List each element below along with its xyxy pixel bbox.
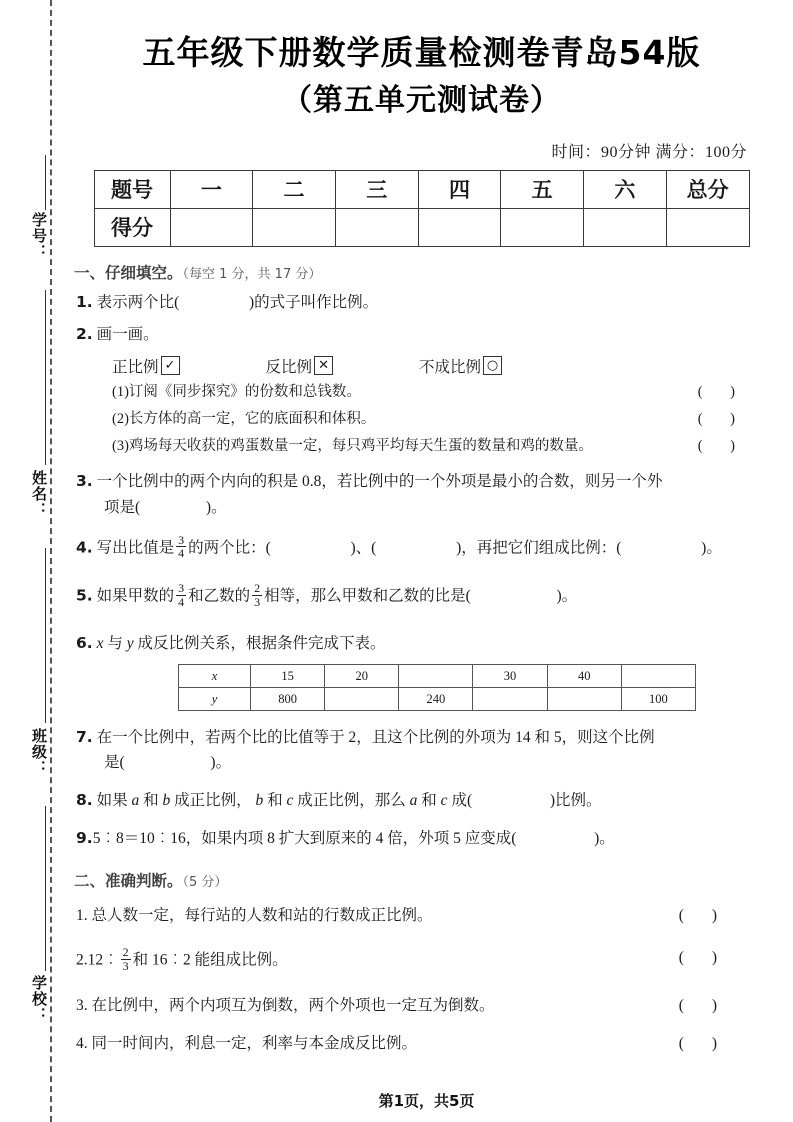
score-cell-1[interactable] bbox=[170, 208, 253, 246]
xy-row-x bbox=[179, 665, 696, 688]
question-8-text-d: 和 bbox=[267, 792, 283, 810]
xy-y-cell-3[interactable]: 240 bbox=[399, 688, 473, 711]
question-1-text-a: 表示两个比( bbox=[96, 293, 180, 311]
question-3-line-1: 一个比例中的两个内向的积是 0.8，若比例中的一个外项是最小的合数，则另一个外 bbox=[96, 473, 663, 491]
judge-item-4 bbox=[76, 1032, 775, 1057]
question-9 bbox=[76, 826, 775, 851]
question-5-text-d: )。 bbox=[556, 587, 578, 605]
page-footer: 第1页，共5页 bbox=[378, 1092, 475, 1110]
question-3-line2 bbox=[104, 495, 775, 520]
judge-item-1-answer[interactable]: ( ) bbox=[678, 906, 729, 924]
question-2-item-3-text: (3)鸡场每天收获的鸡蛋数量一定，每只鸡平均每天生蛋的数量和鸡的数量。 bbox=[112, 438, 593, 455]
score-cell-6[interactable] bbox=[584, 208, 667, 246]
question-7-number: 7. bbox=[76, 728, 93, 747]
question-8-var-a2: a bbox=[409, 792, 418, 810]
judge-item-1-text: 总人数一定，每行站的人数和站的行数成正比例。 bbox=[91, 906, 433, 924]
score-col-1: 一 bbox=[170, 170, 253, 208]
judge-item-4-text: 同一时间内，利息一定，利率与本金成反比例。 bbox=[91, 1035, 418, 1053]
score-table-header-row bbox=[94, 170, 749, 208]
question-5-fraction-2-numerator: 2 bbox=[254, 581, 261, 596]
question-8-var-b1: b bbox=[162, 792, 171, 810]
score-cell-4[interactable] bbox=[418, 208, 501, 246]
question-3-line-2-a: 项是( bbox=[104, 498, 141, 516]
question-2-item-2 bbox=[112, 408, 775, 431]
score-cell-5[interactable] bbox=[501, 208, 584, 246]
question-4-fraction-denominator: 4 bbox=[178, 546, 185, 561]
page-title bbox=[68, 0, 775, 121]
question-2-item-1 bbox=[112, 381, 775, 404]
xy-data-table bbox=[178, 664, 696, 711]
question-8-var-b2: b bbox=[255, 792, 264, 810]
choice-no-proportion-label: 不成比例 bbox=[419, 358, 482, 376]
question-8-text-b: 和 bbox=[143, 792, 159, 810]
question-4-text-a: 写出比值是 bbox=[96, 539, 175, 557]
judge-item-3-number: 3. bbox=[76, 996, 88, 1014]
question-4-text-b: 的两个比：( bbox=[188, 539, 271, 557]
circle-icon: ○ bbox=[483, 356, 502, 375]
section-1-points: （每空 1 分，共 17 分） bbox=[182, 266, 322, 282]
score-col-2: 二 bbox=[253, 170, 336, 208]
xy-x-cell-5[interactable]: 40 bbox=[547, 665, 621, 688]
judge-item-4-number: 4. bbox=[76, 1035, 88, 1053]
question-3-number: 3. bbox=[76, 472, 93, 491]
question-7-line-2-a: 是( bbox=[104, 754, 125, 772]
question-4-text-d: )，再把它们组成比例：( bbox=[456, 539, 622, 557]
score-col-5: 五 bbox=[501, 170, 584, 208]
question-4-text-c: )、( bbox=[350, 539, 377, 557]
section-2-title: 二、准确判断。 bbox=[74, 871, 183, 890]
section-1-heading bbox=[74, 261, 775, 283]
question-7-line-1: 在一个比例中，若两个比的比值等于 2，且这个比例的外项为 14 和 5，则这个比例 bbox=[96, 729, 655, 747]
judge-item-4-answer[interactable]: ( ) bbox=[678, 1035, 729, 1053]
side-rule-1 bbox=[45, 155, 46, 210]
choice-inverse-proportion bbox=[266, 355, 334, 377]
exam-page bbox=[60, 0, 793, 1122]
side-rule-3 bbox=[45, 548, 46, 723]
question-5-text-c: 相等，那么甲数和乙数的比是( bbox=[264, 587, 471, 605]
choice-inverse-proportion-label: 反比例 bbox=[265, 358, 313, 376]
question-6-text-b: 与 bbox=[107, 634, 123, 652]
question-4-number: 4. bbox=[76, 538, 93, 557]
title-line-2: （第五单元测试卷） bbox=[282, 83, 561, 119]
question-8-var-c1: c bbox=[286, 792, 294, 810]
cross-icon: ✕ bbox=[314, 356, 333, 375]
xy-y-cell-6[interactable]: 100 bbox=[621, 688, 695, 711]
question-5-fraction-1-denominator: 4 bbox=[178, 594, 185, 609]
side-label-name: 姓名： bbox=[30, 470, 48, 518]
question-8-text-a: 如果 bbox=[96, 792, 128, 810]
question-5-text-a: 如果甲数的 bbox=[96, 587, 175, 605]
question-2 bbox=[76, 322, 775, 347]
question-5-fraction-1 bbox=[176, 582, 186, 608]
question-2-item-2-answer[interactable]: ( ) bbox=[697, 411, 747, 428]
question-9-number: 9. bbox=[76, 829, 93, 848]
xy-y-cell-5[interactable] bbox=[547, 688, 621, 711]
question-2-item-2-text: (2)长方体的高一定，它的底面积和体积。 bbox=[112, 411, 376, 428]
question-7-line-2-b: )。 bbox=[210, 754, 232, 772]
xy-label-x: x bbox=[179, 665, 251, 688]
xy-x-cell-1[interactable]: 15 bbox=[251, 665, 325, 688]
question-8-text-h: )比例。 bbox=[549, 792, 602, 810]
question-2-item-3-answer[interactable]: ( ) bbox=[697, 438, 747, 455]
question-4 bbox=[76, 534, 775, 561]
choice-direct-proportion bbox=[112, 355, 180, 377]
section-2-heading bbox=[74, 869, 775, 891]
section-2-points: （5 分） bbox=[182, 874, 228, 890]
score-cell-3[interactable] bbox=[335, 208, 418, 246]
judge-item-1-number: 1. bbox=[76, 906, 88, 924]
question-5-fraction-2-denominator: 3 bbox=[254, 594, 261, 609]
score-col-total: 总分 bbox=[666, 170, 749, 208]
question-5-fraction-1-numerator: 3 bbox=[178, 581, 185, 596]
xy-x-cell-2[interactable]: 20 bbox=[325, 665, 399, 688]
question-5-number: 5. bbox=[76, 586, 93, 605]
score-table bbox=[94, 170, 750, 247]
question-5-fraction-2 bbox=[252, 582, 262, 608]
question-2-number: 2. bbox=[76, 324, 93, 343]
question-5-text-b: 和乙数的 bbox=[188, 587, 251, 605]
question-6-var-y: y bbox=[126, 634, 134, 652]
side-label-group bbox=[14, 0, 50, 1122]
score-cell-total[interactable] bbox=[666, 208, 749, 246]
check-icon: ✓ bbox=[161, 356, 180, 375]
title-line-1: 五年级下册数学质量检测卷青岛54版 bbox=[142, 33, 701, 72]
judge-item-2-number: 2. bbox=[76, 951, 88, 969]
question-8-var-c2: c bbox=[440, 792, 448, 810]
question-8-text-g: 成( bbox=[451, 792, 473, 810]
question-6-var-x: x bbox=[96, 634, 104, 652]
score-cell-2[interactable] bbox=[253, 208, 336, 246]
question-1-number: 1. bbox=[76, 292, 93, 311]
question-1-text-b: )的式子叫作比例。 bbox=[248, 293, 379, 311]
question-3 bbox=[76, 469, 775, 494]
xy-row-y bbox=[179, 688, 696, 711]
xy-x-cell-4[interactable]: 30 bbox=[473, 665, 547, 688]
question-3-line-2-b: )。 bbox=[205, 498, 227, 516]
judge-item-2-post: 和 16︰2 能组成比例。 bbox=[132, 951, 288, 969]
judge-item-2-pre: 12︰ bbox=[87, 951, 119, 969]
question-8-text-e: 成正比例，那么 bbox=[297, 792, 406, 810]
score-col-3: 三 bbox=[335, 170, 418, 208]
question-8 bbox=[76, 788, 775, 813]
side-label-school: 学校： bbox=[30, 975, 48, 1023]
question-6 bbox=[76, 631, 775, 656]
side-label-class: 班级： bbox=[30, 728, 48, 776]
xy-y-cell-1[interactable]: 800 bbox=[251, 688, 325, 711]
section-1-title: 一、仔细填空。 bbox=[74, 263, 183, 282]
question-6-text-d: 成反比例关系，根据条件完成下表。 bbox=[137, 634, 386, 652]
question-9-text-a: 5︰8＝10︰16，如果内项 8 扩大到原来的 4 倍，外项 5 应变成( bbox=[92, 830, 517, 848]
side-rule-4 bbox=[45, 806, 46, 971]
question-2-item-1-text: (1)订阅《同步探究》的份数和总钱数。 bbox=[112, 383, 361, 400]
question-7-line2 bbox=[104, 750, 775, 775]
score-table-row-label-1: 得分 bbox=[94, 208, 170, 246]
question-8-var-a1: a bbox=[131, 792, 140, 810]
score-col-4: 四 bbox=[418, 170, 501, 208]
judge-item-1 bbox=[76, 904, 775, 929]
cut-dashed-line bbox=[50, 0, 52, 1122]
choice-direct-proportion-label: 正比例 bbox=[112, 358, 159, 376]
xy-x-cell-6[interactable] bbox=[621, 665, 695, 688]
question-1 bbox=[76, 290, 775, 315]
question-8-text-f: 和 bbox=[421, 792, 437, 810]
question-7 bbox=[76, 725, 775, 750]
question-4-fraction bbox=[176, 534, 186, 560]
judge-item-2-fraction-numerator: 2 bbox=[122, 945, 129, 960]
judge-item-2 bbox=[76, 946, 775, 973]
question-2-item-3 bbox=[112, 435, 775, 458]
xy-y-cell-4[interactable] bbox=[473, 688, 547, 711]
xy-label-y: y bbox=[179, 688, 251, 711]
judge-item-2-answer[interactable]: ( ) bbox=[678, 949, 729, 967]
question-8-text-c: 成正比例， bbox=[174, 792, 252, 810]
xy-x-cell-3[interactable] bbox=[399, 665, 473, 688]
question-5 bbox=[76, 582, 775, 609]
choice-no-proportion bbox=[419, 355, 502, 377]
question-2-choice-row bbox=[112, 355, 775, 377]
score-table-row-label-0: 题号 bbox=[94, 170, 170, 208]
question-2-text: 画一画。 bbox=[96, 325, 159, 343]
judge-item-3-answer[interactable]: ( ) bbox=[678, 996, 729, 1014]
score-col-6: 六 bbox=[584, 170, 667, 208]
judge-item-2-fraction-denominator: 3 bbox=[122, 958, 129, 973]
question-8-number: 8. bbox=[76, 791, 93, 810]
judge-item-3 bbox=[76, 994, 775, 1019]
question-2-item-1-answer[interactable]: ( ) bbox=[697, 383, 747, 400]
question-4-fraction-numerator: 3 bbox=[178, 532, 185, 547]
judge-item-3-text: 在比例中，两个内项互为倒数，两个外项也一定互为倒数。 bbox=[91, 996, 495, 1014]
question-9-text-b: )。 bbox=[594, 830, 615, 848]
exam-meta-info: 时间：90分钟 满分：100分 bbox=[551, 143, 747, 161]
score-table-value-row bbox=[94, 208, 749, 246]
question-6-number: 6. bbox=[76, 633, 93, 652]
judge-item-2-fraction bbox=[121, 946, 131, 972]
xy-y-cell-2[interactable] bbox=[325, 688, 399, 711]
question-4-text-e: )。 bbox=[701, 539, 722, 557]
side-label-student-id: 学号： bbox=[30, 212, 48, 260]
side-rule-2 bbox=[45, 290, 46, 465]
